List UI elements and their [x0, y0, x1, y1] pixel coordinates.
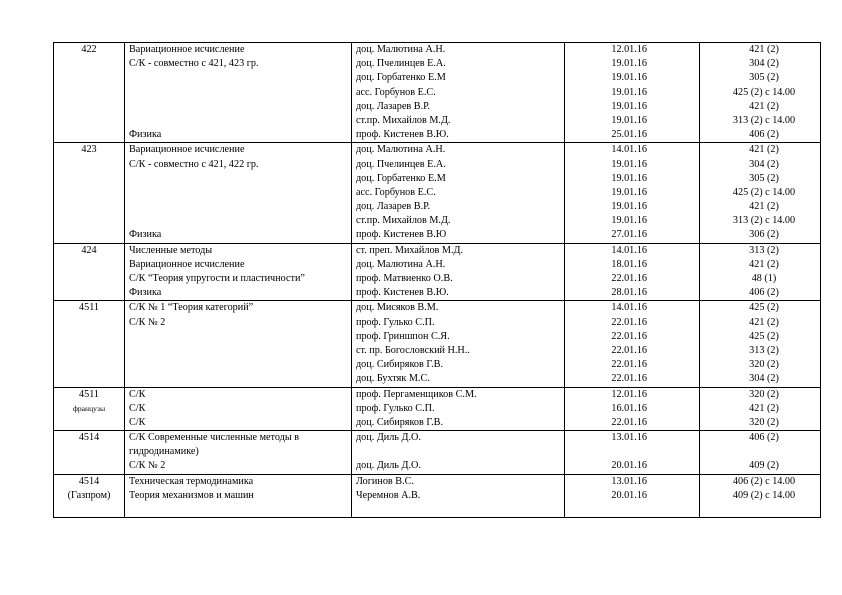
- date-line: 22.01.16: [611, 316, 647, 328]
- subject-cell: [125, 143, 352, 243]
- teacher-line: доц. Пчелинцев Е.А.: [356, 58, 446, 70]
- teacher-line: Черемнов А.В.: [356, 489, 421, 501]
- date-line: 14.01.16: [611, 244, 647, 256]
- subject-line: С/К “Теория упругости и пластичности”: [129, 273, 305, 284]
- schedule-row: [54, 387, 821, 431]
- teacher-cell: [352, 387, 565, 431]
- group-note: (Газпром): [67, 489, 111, 501]
- teacher-line: проф. Кистенев В.Ю.: [356, 287, 449, 299]
- subject-line: С/К: [129, 388, 146, 400]
- teacher-line: доц. Малютина А.Н.: [356, 144, 446, 156]
- date-line: 16.01.16: [611, 402, 647, 414]
- date-line: 19.01.16: [611, 114, 647, 126]
- room-line: 406 (2): [749, 432, 779, 444]
- room-line: 313 (2) с 14.00: [732, 215, 796, 227]
- date-line: 13.01.16: [611, 475, 647, 487]
- date-line: 19.01.16: [611, 100, 647, 112]
- room-line: 406 (2): [749, 129, 779, 141]
- subject-line: С/К - совместно с 421, 422 гр.: [129, 158, 259, 170]
- date-line: 22.01.16: [611, 344, 647, 356]
- subject-line: Физика: [129, 229, 162, 241]
- teacher-cell: [352, 301, 565, 387]
- date-line: 19.01.16: [611, 201, 647, 213]
- teacher-line: асс. Горбунов Е.С.: [356, 86, 436, 98]
- subject-line: С/К - совместно с 421, 423 гр.: [129, 58, 259, 70]
- subject-line: Вариационное исчисление: [129, 258, 245, 270]
- teacher-cell: [352, 43, 565, 143]
- group-cell: [54, 387, 125, 431]
- teacher-line: ст. пр. Богословский Н.Н..: [356, 344, 470, 356]
- room-line: 313 (2): [749, 344, 779, 356]
- teacher-line: доц. Сибиряков Г.В.: [356, 416, 443, 428]
- subject-line: [129, 358, 347, 372]
- date-cell: [565, 243, 700, 301]
- schedule-row: [54, 474, 821, 518]
- schedule-row: [54, 301, 821, 387]
- date-cell: [565, 43, 700, 143]
- subject-cell: [125, 243, 352, 301]
- room-cell: [700, 43, 821, 143]
- schedule-row: [54, 243, 821, 301]
- date-line: 20.01.16: [611, 460, 647, 472]
- room-line: 313 (2): [749, 244, 779, 256]
- date-line: 27.01.16: [611, 229, 647, 241]
- room-line: 306 (2): [749, 229, 779, 241]
- room-cell: [700, 301, 821, 387]
- subject-line: Вариационное исчисление: [129, 144, 245, 156]
- room-line: 421 (2): [749, 100, 779, 112]
- teacher-line: проф. Гулько С.П.: [356, 402, 435, 414]
- room-line: 48 (1): [751, 273, 777, 284]
- subject-line: [129, 186, 347, 200]
- group-cell: [54, 243, 125, 301]
- subject-line: [129, 71, 347, 85]
- teacher-line: ст.пр. Михайлов М.Д.: [356, 215, 451, 227]
- date-line: 22.01.16: [611, 330, 647, 342]
- subject-cell: [125, 301, 352, 387]
- blank-line: [569, 503, 647, 517]
- teacher-line: проф. Кистенев В.Ю.: [356, 129, 449, 141]
- teacher-line: доц. Пчелинцев Е.А.: [356, 158, 446, 170]
- room-line: 425 (2) с 14.00: [732, 186, 796, 198]
- room-line: 421 (2): [749, 402, 779, 414]
- subject-line: [129, 86, 347, 100]
- schedule-row: [54, 431, 821, 475]
- room-line: 406 (2): [749, 287, 779, 299]
- subject-line: Физика: [129, 287, 162, 299]
- date-cell: [565, 143, 700, 243]
- date-cell: [565, 474, 700, 518]
- date-line: 12.01.16: [611, 44, 647, 55]
- room-line: 305 (2): [749, 72, 779, 84]
- date-line: 13.01.16: [611, 432, 647, 444]
- group-cell: [54, 143, 125, 243]
- subject-line: С/К: [129, 416, 146, 428]
- room-line: 421 (2): [749, 258, 779, 270]
- group-cell: [54, 474, 125, 518]
- date-line: 25.01.16: [611, 129, 647, 141]
- date-line: 14.01.16: [611, 302, 647, 314]
- subject-line: гидродинамике): [129, 446, 199, 458]
- teacher-cell: [352, 243, 565, 301]
- room-line: 409 (2) с 14.00: [732, 489, 796, 501]
- subject-line: [129, 114, 347, 128]
- room-line: 421 (2): [749, 144, 779, 156]
- date-line: 12.01.16: [611, 388, 647, 400]
- subject-cell: [125, 387, 352, 431]
- subject-line: Техническая термодинамика: [129, 475, 254, 487]
- teacher-line: доц. Диль Д.О.: [356, 432, 421, 444]
- date-line: 19.01.16: [611, 86, 647, 98]
- teacher-cell: [352, 474, 565, 518]
- subject-line: С/К Современные численные методы в: [129, 432, 300, 444]
- group-cell: [54, 301, 125, 387]
- room-line: 313 (2) с 14.00: [732, 114, 796, 126]
- subject-line: С/К № 1 “Теория категорий”: [129, 302, 254, 314]
- blank-line: [356, 503, 560, 517]
- teacher-line: доц. Лазарев В.Р.: [356, 100, 431, 112]
- subject-cell: [125, 43, 352, 143]
- subject-line: [129, 330, 347, 344]
- room-line: 409 (2): [749, 460, 779, 472]
- teacher-line: доц. Сибиряков Г.В.: [356, 359, 443, 371]
- schedule-body: [54, 43, 821, 518]
- subject-line: [129, 200, 347, 214]
- teacher-line: доц. Горбатенко Е.М: [356, 172, 446, 184]
- group-cell: [54, 43, 125, 143]
- date-line: [569, 445, 647, 459]
- subject-line: [129, 344, 347, 358]
- teacher-line: доц. Малютина А.Н.: [356, 44, 446, 55]
- subject-line: С/К № 2: [129, 316, 166, 328]
- room-line: 421 (2): [749, 316, 779, 328]
- teacher-line: проф. Матвиенко О.В.: [356, 273, 453, 284]
- date-line: 18.01.16: [611, 258, 647, 270]
- subject-line: [129, 214, 347, 228]
- date-line: 28.01.16: [611, 287, 647, 299]
- room-line: 425 (2): [749, 302, 779, 314]
- subject-line: [129, 172, 347, 186]
- teacher-line: доц. Малютина А.Н.: [356, 258, 446, 270]
- teacher-line: доц. Лазарев В.Р.: [356, 201, 431, 213]
- room-line: 421 (2): [749, 44, 779, 55]
- teacher-line: проф. Гриншпон С.Я.: [356, 330, 450, 342]
- schedule-row: [54, 143, 821, 243]
- date-cell: [565, 387, 700, 431]
- date-line: 19.01.16: [611, 215, 647, 227]
- group-note: французы: [72, 403, 106, 413]
- room-line: 320 (2): [749, 416, 779, 428]
- room-line: [712, 445, 816, 459]
- room-line: 304 (2): [749, 373, 779, 385]
- date-line: 20.01.16: [611, 489, 647, 501]
- room-line: 320 (2): [749, 388, 779, 400]
- teacher-line: [356, 445, 560, 459]
- teacher-line: асс. Горбунов Е.С.: [356, 186, 436, 198]
- blank-line: [712, 503, 816, 517]
- date-cell: [565, 431, 700, 475]
- subject-line: Теория механизмов и машин: [129, 489, 254, 501]
- date-cell: [565, 301, 700, 387]
- subject-line: С/К № 2: [129, 460, 166, 472]
- subject-line: С/К: [129, 402, 146, 414]
- teacher-line: ст. преп. Михайлов М.Д.: [356, 244, 463, 256]
- teacher-line: доц. Мисяков В.М.: [356, 302, 439, 314]
- teacher-line: Логинов В.С.: [356, 475, 414, 487]
- group-number: 4514: [78, 432, 100, 444]
- room-cell: [700, 387, 821, 431]
- teacher-line: доц. Бухтяк М.С.: [356, 373, 430, 385]
- teacher-line: доц. Диль Д.О.: [356, 460, 421, 472]
- subject-line: [129, 372, 347, 386]
- teacher-cell: [352, 431, 565, 475]
- subject-cell: [125, 474, 352, 518]
- room-line: 305 (2): [749, 172, 779, 184]
- room-line: 406 (2) с 14.00: [732, 475, 796, 487]
- date-line: 22.01.16: [611, 273, 647, 284]
- teacher-cell: [352, 143, 565, 243]
- subject-line: [129, 100, 347, 114]
- room-line: 304 (2): [749, 58, 779, 70]
- room-cell: [700, 431, 821, 475]
- group-number: 422: [81, 44, 97, 55]
- group-cell: [54, 431, 125, 475]
- date-line: 19.01.16: [611, 72, 647, 84]
- subject-line: Численные методы: [129, 244, 213, 256]
- room-line: 320 (2): [749, 359, 779, 371]
- blank-line: [129, 503, 347, 517]
- date-line: 22.01.16: [611, 373, 647, 385]
- group-number: 4511: [79, 302, 99, 314]
- date-line: 19.01.16: [611, 58, 647, 70]
- group-number: 424: [81, 244, 97, 256]
- teacher-line: проф. Кистенев В.Ю: [356, 229, 447, 241]
- date-line: 19.01.16: [611, 158, 647, 170]
- group-number: 423: [81, 144, 97, 156]
- room-cell: [700, 243, 821, 301]
- teacher-line: доц. Горбатенко Е.М: [356, 72, 446, 84]
- group-number: 4511: [79, 388, 99, 400]
- teacher-line: проф. Пергаменщиков С.М.: [356, 388, 477, 400]
- date-line: 19.01.16: [611, 186, 647, 198]
- date-line: 22.01.16: [611, 359, 647, 371]
- subject-cell: [125, 431, 352, 475]
- date-line: 14.01.16: [611, 144, 647, 156]
- subject-line: Вариационное исчисление: [129, 44, 245, 55]
- subject-line: Физика: [129, 129, 162, 141]
- room-line: 425 (2): [749, 330, 779, 342]
- date-line: 19.01.16: [611, 172, 647, 184]
- date-line: 22.01.16: [611, 416, 647, 428]
- room-line: 425 (2) с 14.00: [732, 86, 796, 98]
- room-line: 421 (2): [749, 201, 779, 213]
- room-line: 304 (2): [749, 158, 779, 170]
- teacher-line: проф. Гулько С.П.: [356, 316, 435, 328]
- room-cell: [700, 143, 821, 243]
- schedule-row: [54, 43, 821, 143]
- room-cell: [700, 474, 821, 518]
- group-number: 4514: [78, 475, 100, 487]
- teacher-line: ст.пр. Михайлов М.Д.: [356, 114, 451, 126]
- schedule-table: [53, 42, 821, 518]
